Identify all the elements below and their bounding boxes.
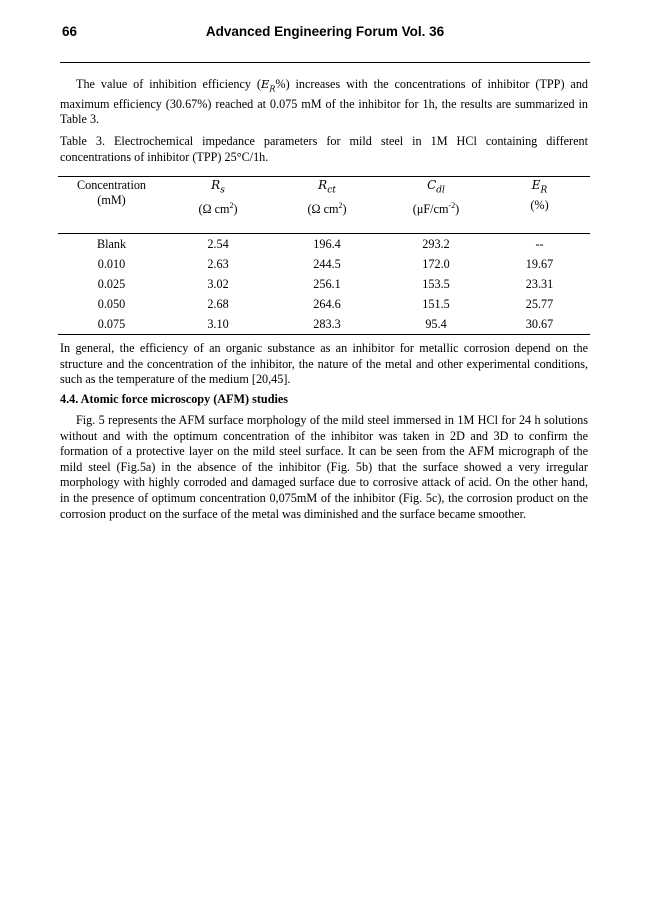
cell-concentration: 0.075	[97, 317, 126, 332]
table-row	[58, 274, 590, 294]
header-cdl	[383, 177, 489, 234]
table-row	[58, 254, 590, 274]
table-row	[58, 314, 590, 335]
impedance-table	[58, 176, 590, 335]
header-unit: (Ω $cm^2$)	[198, 201, 238, 217]
header-unit: (Ω $cm^2$)	[307, 201, 347, 217]
header-rs	[165, 177, 271, 234]
cell-rs: 3.02	[207, 277, 229, 292]
symbol-er: $E_R$	[260, 77, 276, 94]
page-number: 66	[62, 24, 78, 39]
header-unit: $(\mu F/cm^{-2})$	[412, 201, 460, 217]
page-header	[60, 22, 590, 44]
cell-er: 19.67	[525, 257, 554, 272]
cell-cdl: 153.5	[422, 277, 450, 292]
cell-er: 23.31	[525, 277, 554, 292]
table-caption: Table 3. Electrochemical impedance parameters for mild steel in 1M HCl containing different concentrations of inhibitor (TPP) 25°C/1h.	[60, 134, 588, 164]
paragraph-text-part2: %) increases with the concentrations of inhibitor (TPP) and maximum efficiency (30.67%) reached at 0.075 mM of the inhibitor for 1h, the results are summarized in Table 3.	[60, 77, 589, 127]
header-unit: (%)	[530, 198, 549, 213]
cell-rs: 2.63	[207, 257, 229, 272]
header-symbol: $R_{ct}$	[318, 178, 336, 196]
cell-rct: 283.3	[313, 317, 341, 332]
header-rct	[271, 177, 383, 234]
cell-cdl: 151.5	[422, 297, 450, 312]
paragraph-afm: Fig. 5 represents the AFM surface morphology of the mild steel immersed in 1M HCl for 24 h solutions without and with the optimum concentration of the inhibitor was taken in 2D and 3D to confirm the formation of a protective layer on the mild steel surface. It can be seen from the AFM micrograph of the mild steel (Fig.5a) in the absence of the inhibitor (Fig. 5b) that the surface showed a very irregular morphology with highly corroded and damaged surface due to corrosive attack of acid. On the other hand, in the presence of optimum concentration 0,075mM of the inhibitor (Fig. 5c), the corrosion product on the corrosion product on the surface of the metal was diminished and the surface became smoother.	[60, 413, 588, 521]
header-symbol: $E_R$	[531, 178, 548, 196]
cell-cdl: 172.0	[422, 257, 450, 272]
header-symbol: $C_{dl}$	[427, 178, 445, 196]
header-rule	[60, 62, 590, 63]
cell-concentration: Blank	[96, 237, 127, 252]
cell-concentration: 0.050	[97, 297, 126, 312]
table-row	[58, 234, 590, 255]
journal-title: Advanced Engineering Forum Vol. 36	[205, 24, 445, 39]
cell-rct: 244.5	[313, 257, 341, 272]
table-row	[58, 294, 590, 314]
cell-rs: 2.54	[207, 237, 229, 252]
cell-rct: 256.1	[313, 277, 341, 292]
cell-rs: 3.10	[207, 317, 229, 332]
header-concentration	[58, 177, 165, 234]
cell-concentration: 0.010	[97, 257, 126, 272]
cell-cdl: 95.4	[425, 317, 447, 332]
table-header-row	[58, 177, 590, 234]
cell-rct: 264.6	[313, 297, 341, 312]
cell-cdl: 293.2	[422, 237, 450, 252]
section-heading: 4.4. Atomic force microscopy (AFM) studies	[60, 392, 289, 406]
paragraph-organic-inhibitor: In general, the efficiency of an organic substance as an inhibitor for metallic corrosion depend on the structure and the concentration of the inhibitor, the nature of the metal and other experimental conditions, such as the temperature of the medium [20,45].	[60, 341, 588, 387]
paragraph-text-part1: The value of inhibition efficiency (	[76, 77, 261, 91]
header-label: Concentration	[76, 178, 147, 192]
cell-rct: 196.4	[313, 237, 341, 252]
cell-rs: 2.68	[207, 297, 229, 312]
header-symbol: $R_s$	[211, 178, 225, 196]
cell-er: --	[535, 237, 544, 252]
header-unit: (mM)	[97, 193, 126, 207]
header-er	[489, 177, 590, 234]
cell-er: 30.67	[525, 317, 554, 332]
cell-concentration: 0.025	[97, 277, 126, 292]
paragraph-inhibition-efficiency	[60, 77, 588, 128]
cell-er: 25.77	[525, 297, 554, 312]
